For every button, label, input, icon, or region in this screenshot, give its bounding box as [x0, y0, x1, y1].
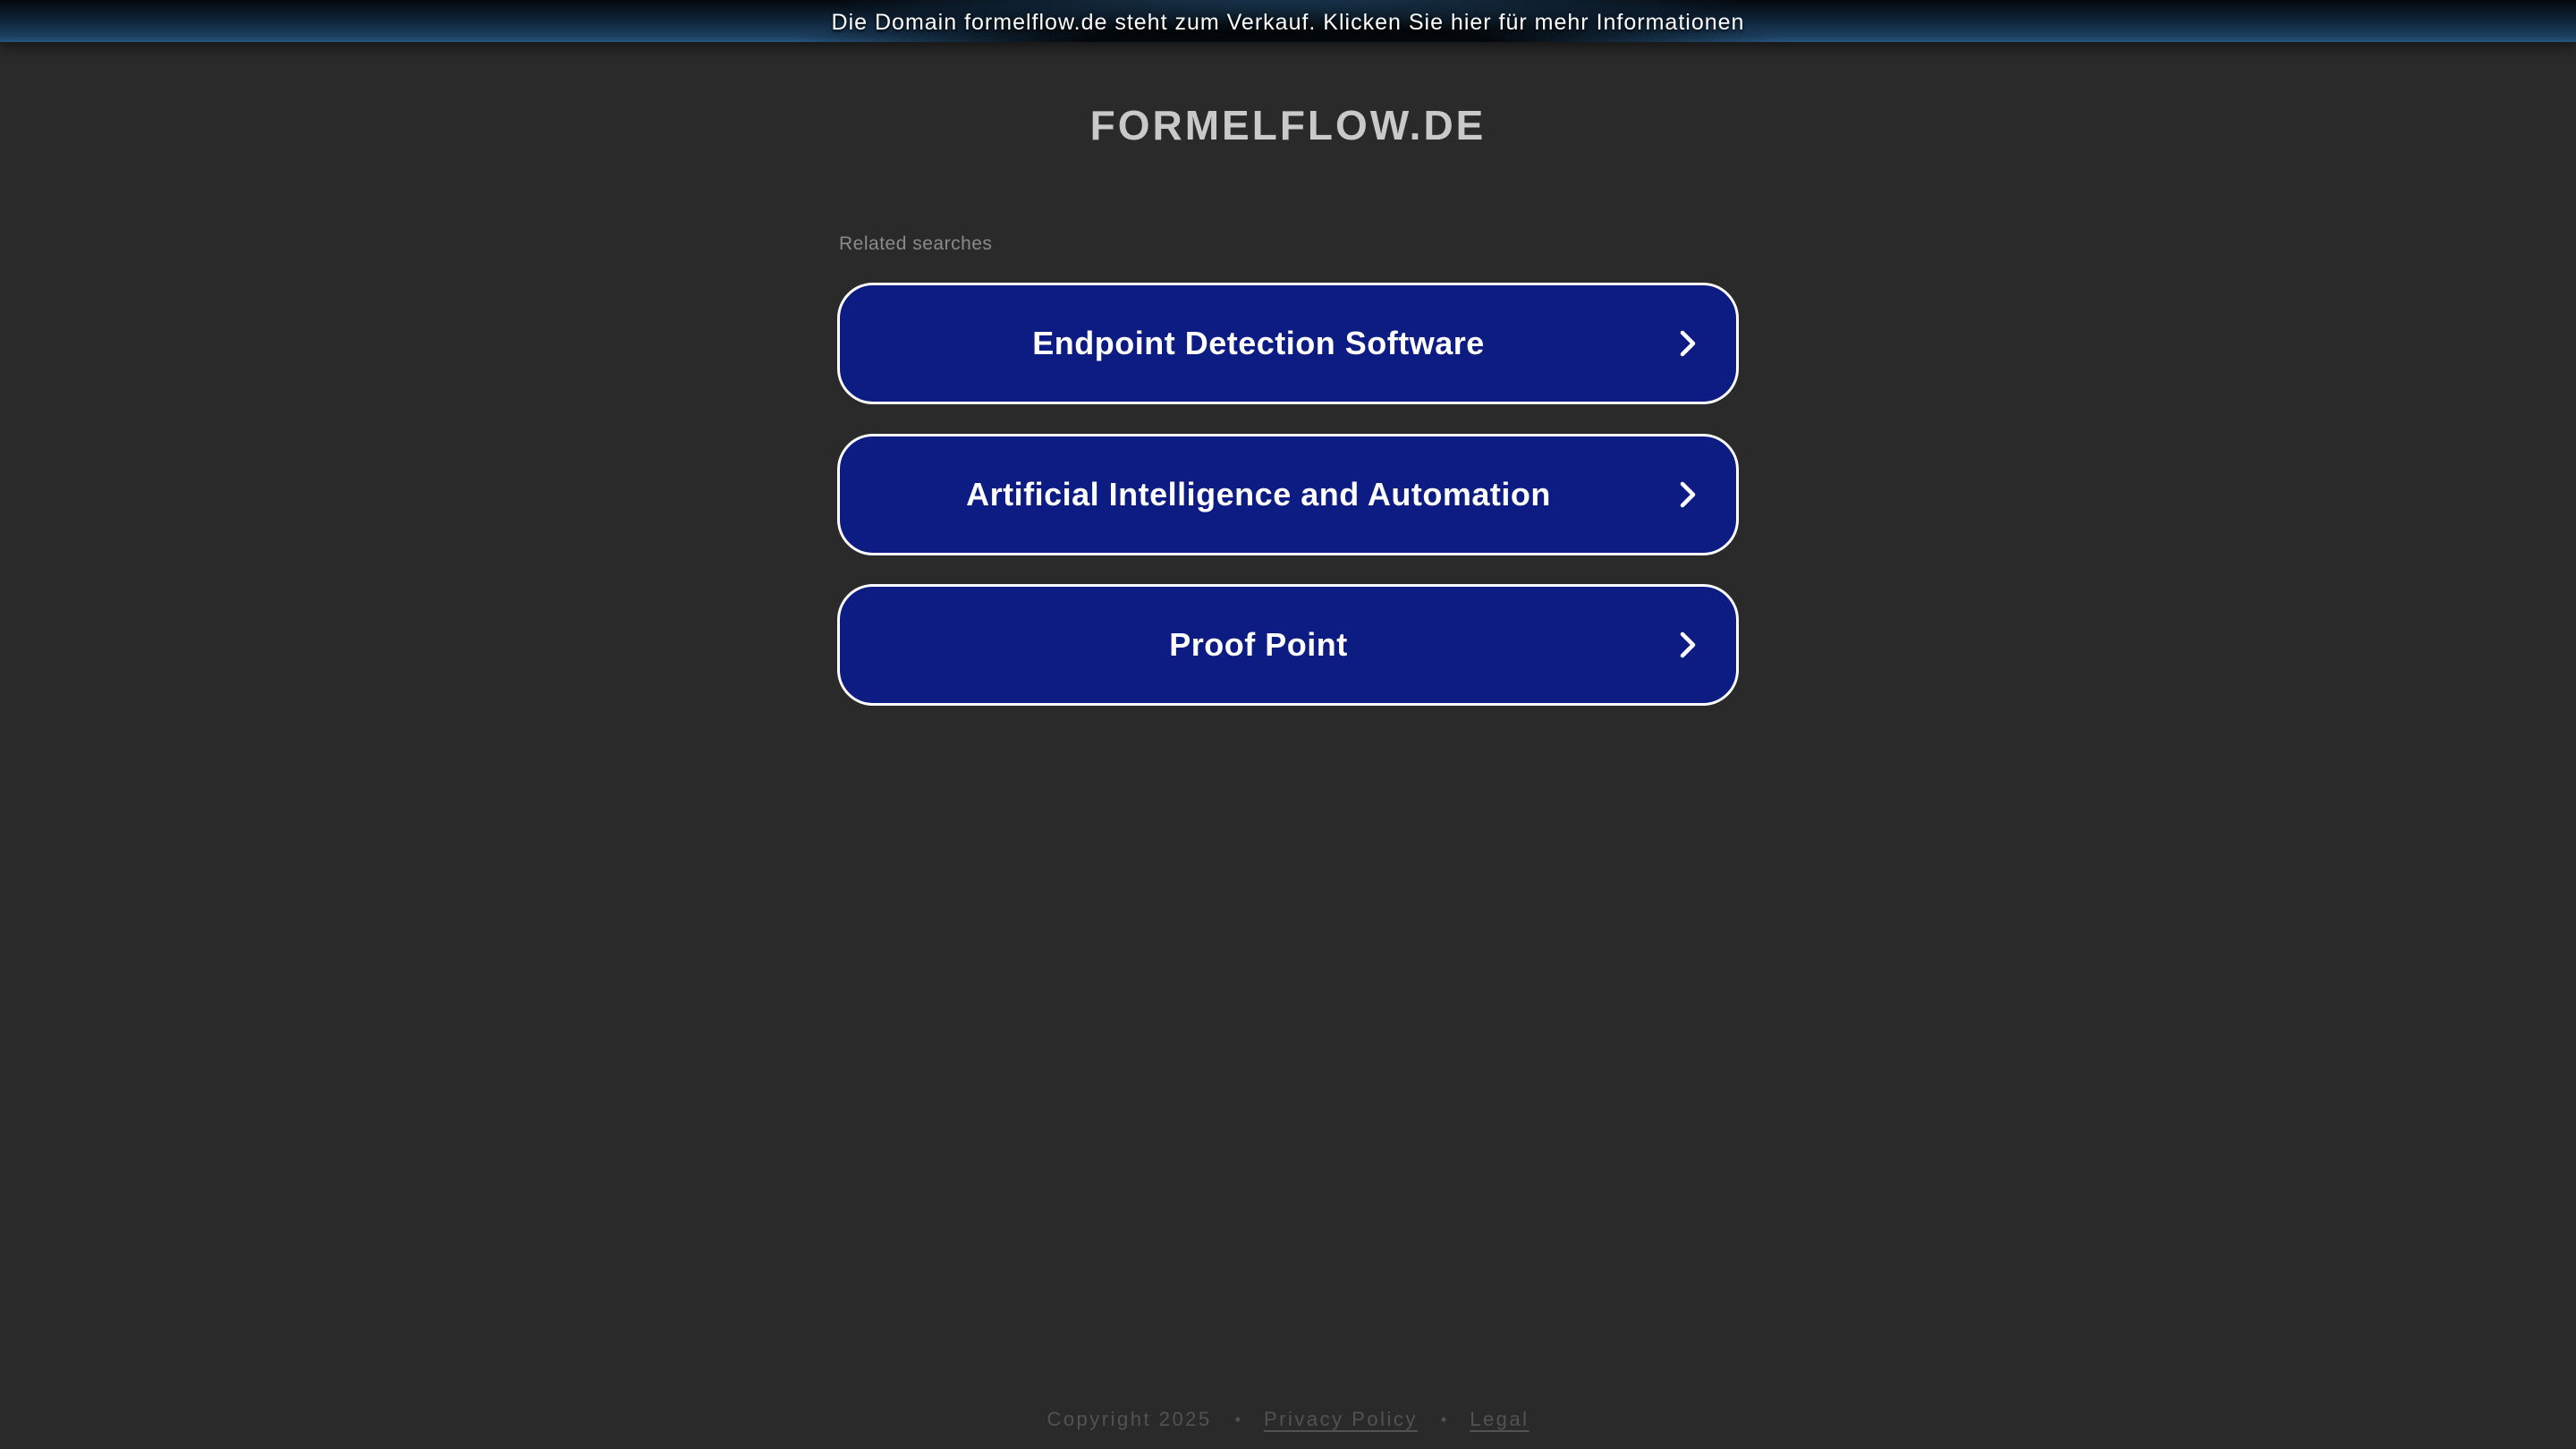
- legal-link[interactable]: Legal: [1470, 1408, 1530, 1430]
- chevron-right-icon: [1679, 631, 1697, 659]
- related-search-button-proof-point[interactable]: [837, 584, 1739, 706]
- page-title: FORMELFLOW.DE: [1089, 102, 1487, 148]
- related-searches-section: [837, 0, 1739, 1449]
- chevron-right-icon: [1679, 329, 1697, 358]
- privacy-policy-link[interactable]: Privacy Policy: [1263, 1408, 1418, 1430]
- related-search-button-label: Artificial Intelligence and Automation: [966, 476, 1551, 513]
- footer: [0, 1408, 2576, 1431]
- related-search-button-label: Proof Point: [1169, 626, 1348, 663]
- footer-separator: •: [1440, 1410, 1447, 1428]
- related-search-button-label: Endpoint Detection Software: [1032, 325, 1485, 361]
- related-searches-label: Related searches: [839, 233, 993, 254]
- domain-sale-banner-text: Die Domain formelflow.de steht zum Verkauf. Klicken Sie hier für mehr Informationen: [831, 9, 1745, 35]
- related-search-button-endpoint-detection[interactable]: [837, 283, 1739, 404]
- chevron-right-icon: [1679, 480, 1697, 509]
- footer-separator: •: [1234, 1410, 1241, 1428]
- related-search-button-ai-automation[interactable]: [837, 434, 1739, 555]
- copyright-text: Copyright 2025: [1046, 1408, 1212, 1430]
